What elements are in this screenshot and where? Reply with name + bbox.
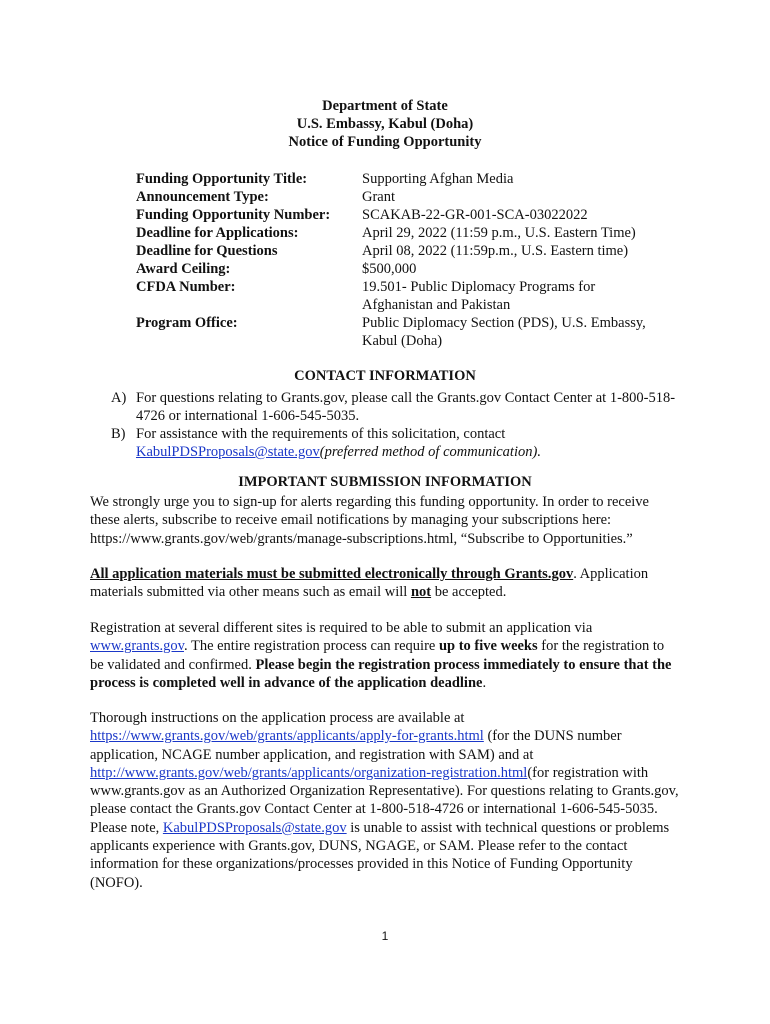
field-value: Supporting Afghan Media — [362, 171, 514, 187]
contact-item-b-text: For assistance with the requirements of this solicitation, contact — [136, 426, 506, 442]
paragraph-alerts: We strongly urge you to sign-up for alerts regarding this funding opportunity. In order to receive these alerts, subscribe to receive email notifications by managing your subscriptions here: https://www.grants.gov/web/grants/manage-subscriptions.html, “Subscribe to Opportunities.” — [90, 494, 649, 547]
text-span: (for the DUNS number application, NCAGE number application, and registration with SAM) and at — [90, 728, 622, 763]
paragraph-instructions — [90, 709, 680, 892]
field-row — [136, 260, 672, 278]
field-label: Announcement Type: — [136, 189, 269, 205]
begin-registration-bold: Please begin the registration process immediately to ensure that the process is completed well in advance of the application deadline — [90, 656, 672, 691]
text-span: . — [482, 674, 487, 691]
text-span: . Application materials submitted via other means such as email will — [90, 566, 649, 601]
field-value: April 08, 2022 (11:59p.m., U.S. Eastern time) — [362, 243, 629, 259]
department-title: Department of State — [322, 98, 448, 114]
field-label: Award Ceiling: — [136, 261, 231, 277]
funding-details — [136, 170, 672, 350]
field-label: Program Office: — [136, 315, 238, 331]
contact-section-title: CONTACT INFORMATION — [294, 368, 476, 384]
list-marker: A) — [111, 390, 127, 406]
field-row — [136, 314, 672, 350]
paragraph-electronic-submission — [90, 565, 680, 602]
contact-item-text: For questions relating to Grants.gov, please call the Grants.gov Contact Center at 1-800-518-4726 or international 1-606-545-5035. — [136, 390, 676, 424]
notice-title: Notice of Funding Opportunity — [288, 134, 482, 151]
field-label: CFDA Number: — [136, 279, 236, 295]
embassy-title: U.S. Embassy, Kabul (Doha) — [296, 116, 474, 133]
text-span: be accepted. — [431, 584, 507, 601]
submission-section-title: IMPORTANT SUBMISSION INFORMATION — [238, 474, 532, 490]
contact-list — [111, 389, 681, 461]
text-span: for the registration to be validated and confirmed. — [90, 638, 665, 673]
field-row — [136, 206, 672, 224]
email-link[interactable]: KabulPDSProposals@state.gov — [136, 444, 320, 460]
text-span: . The entire registration process can require — [183, 638, 439, 655]
field-row — [136, 170, 672, 188]
paragraph-registration — [90, 619, 680, 692]
field-row — [136, 224, 672, 242]
list-marker: B) — [111, 426, 126, 442]
organization-registration-link[interactable]: http://www.grants.gov/web/grants/applicants/organization-registration.html — [90, 764, 528, 781]
field-label: Deadline for Applications: — [136, 225, 299, 241]
text-span: is unable to assist with technical questions or problems applicants experience with Grants.gov, DUNS, NGAGE, or SAM. Please refer to the contact information for these organizations/processes provided in this Notice of Funding Opportunity (NOFO). — [90, 819, 670, 891]
field-value: Grant — [362, 189, 396, 205]
text-span: (for registration with www.grants.gov as an Authorized Organization Representative). For questions relating to Grants.gov, please contact the Grants.gov Contact Center at 1-800-518-4726 or international 1-606-545-5035. Please note, — [90, 764, 679, 836]
field-row — [136, 278, 672, 314]
preferred-note: (preferred method of communication). — [319, 444, 541, 460]
field-value: April 29, 2022 (11:59 p.m., U.S. Eastern Time) — [362, 225, 636, 241]
grants-gov-link[interactable]: www.grants.gov — [90, 638, 184, 655]
five-weeks-bold: up to five weeks — [438, 638, 538, 655]
contact-item-text — [136, 425, 681, 461]
email-link[interactable]: KabulPDSProposals@state.gov — [162, 819, 347, 836]
page-number: 1 — [381, 929, 389, 943]
field-label: Deadline for Questions — [136, 243, 278, 259]
field-label: Funding Opportunity Number: — [136, 207, 331, 223]
electronic-submission-bold: All application materials must be submitted electronically through Grants.gov — [90, 566, 574, 582]
not-emphasis: not — [410, 584, 432, 601]
field-value: $500,000 — [362, 261, 417, 277]
text-span: Thorough instructions on the application process are available at — [90, 710, 465, 726]
field-row — [136, 242, 672, 260]
document-header — [0, 97, 770, 152]
field-value: 19.501- Public Diplomacy Programs for Afghanistan and Pakistan — [362, 279, 596, 313]
list-item — [111, 389, 681, 425]
field-value: Public Diplomacy Section (PDS), U.S. Embassy, Kabul (Doha) — [362, 315, 646, 349]
list-item — [111, 425, 681, 461]
field-label: Funding Opportunity Title: — [136, 171, 308, 187]
field-row — [136, 188, 672, 206]
text-span: Registration at several different sites is required to be able to submit an application via — [90, 620, 593, 636]
field-value: SCAKAB-22-GR-001-SCA-03022022 — [362, 207, 588, 223]
apply-for-grants-link[interactable]: https://www.grants.gov/web/grants/applicants/apply-for-grants.html — [90, 728, 484, 745]
